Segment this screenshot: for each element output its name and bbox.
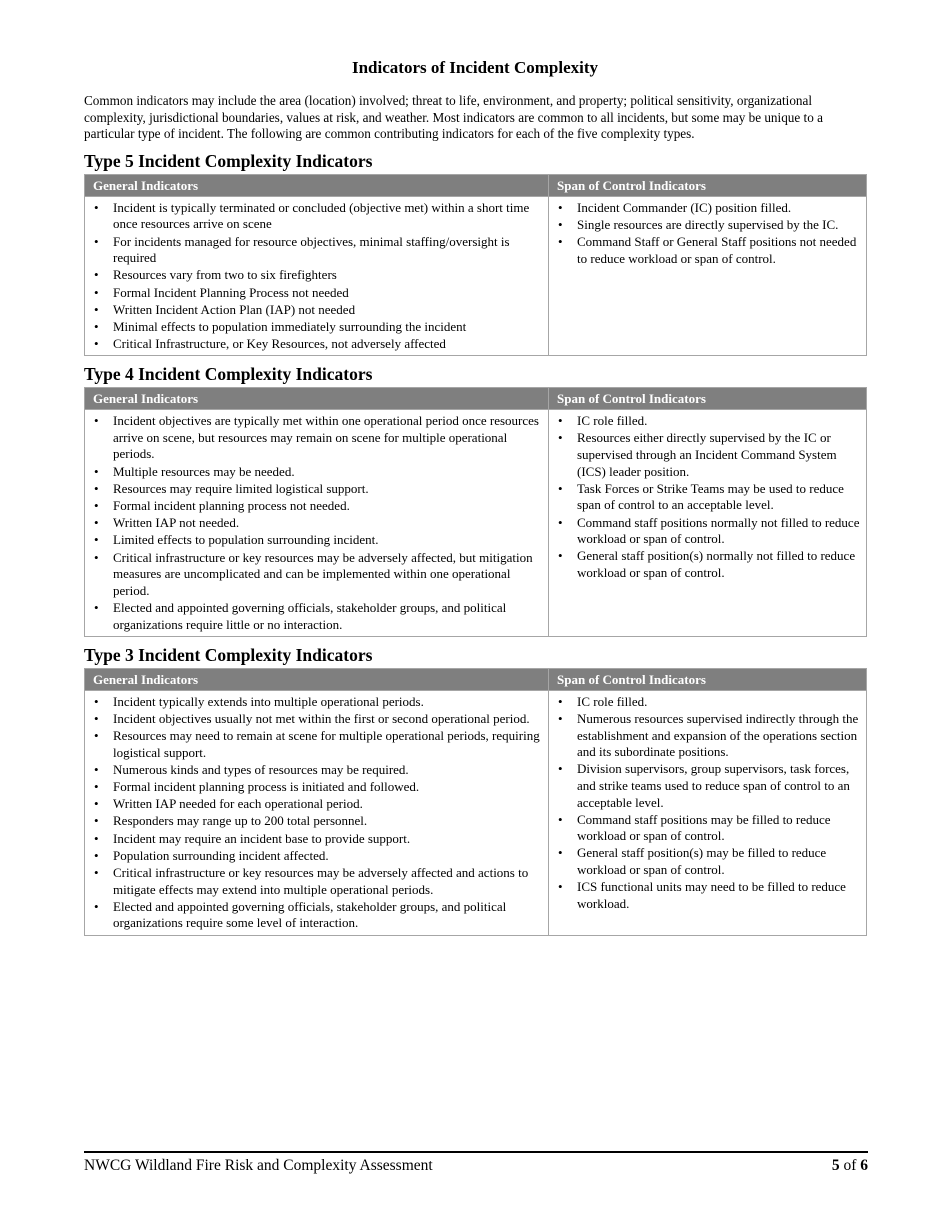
table-row <box>85 690 867 935</box>
list-item: • Resources may need to remain at scene for multiple operational periods, requiring logistical support. <box>113 728 542 761</box>
general-indicators-cell <box>85 410 549 636</box>
list-item: • Incident may require an incident base to provide support. <box>113 831 542 848</box>
indicators-table <box>84 387 867 636</box>
span-of-control-cell <box>549 410 867 636</box>
list-item: • Written IAP not needed. <box>113 515 542 532</box>
sections-container <box>84 151 866 936</box>
list-item: • Division supervisors, group supervisors, task forces, and strike teams used to reduce span of control to an acceptable level. <box>577 761 860 811</box>
list-item: • Command staff positions may be filled to reduce workload or span of control. <box>577 812 860 845</box>
general-indicators-header: General Indicators <box>85 174 549 196</box>
list-item: • Limited effects to population surrounding incident. <box>113 532 542 549</box>
list-item: • Resources may require limited logistical support. <box>113 481 542 498</box>
footer-page-current: 5 <box>831 1157 840 1174</box>
footer-page-number <box>832 1156 868 1176</box>
list-item: • Formal incident planning process is initiated and followed. <box>113 779 542 796</box>
general-indicators-cell <box>85 196 549 356</box>
list-item: • Resources vary from two to six firefighters <box>113 267 542 284</box>
page-title: Indicators of Incident Complexity <box>351 58 599 77</box>
document-page <box>84 0 866 936</box>
table-header-row <box>85 388 867 410</box>
bullet-list <box>553 694 860 913</box>
list-item: • IC role filled. <box>577 413 860 430</box>
span-of-control-cell <box>549 690 867 935</box>
list-item: • Command staff positions normally not filled to reduce workload or span of control. <box>577 515 860 548</box>
span-of-control-header: Span of Control Indicators <box>549 388 867 410</box>
bullet-list <box>89 694 542 932</box>
list-item: • IC role filled. <box>577 694 860 711</box>
table-row <box>85 410 867 636</box>
list-item: • ICS functional units may need to be filled to reduce workload. <box>577 879 860 912</box>
table-row <box>85 196 867 356</box>
general-indicators-header: General Indicators <box>85 668 549 690</box>
list-item: • Critical Infrastructure, or Key Resources, not adversely affected <box>113 336 542 353</box>
list-item: • Written IAP needed for each operational period. <box>113 796 542 813</box>
section-heading: Type 3 Incident Complexity Indicators <box>84 644 373 665</box>
general-indicators-header: General Indicators <box>85 388 549 410</box>
list-item: • Resources either directly supervised by the IC or supervised through an Incident Command System (ICS) leader position. <box>577 430 860 480</box>
list-item: • Incident objectives are typically met within one operational period once resources arrive on scene, but resources may remain on scene for multiple operational periods. <box>113 413 542 463</box>
list-item: • Population surrounding incident affected. <box>113 848 542 865</box>
bullet-list <box>553 413 860 581</box>
footer-document-name: NWCG Wildland Fire Risk and Complexity Assessment <box>84 1157 433 1174</box>
list-item: • General staff position(s) may be filled to reduce workload or span of control. <box>577 845 860 878</box>
bullet-list <box>89 200 542 353</box>
list-item: • General staff position(s) normally not filled to reduce workload or span of control. <box>577 548 860 581</box>
indicators-table <box>84 668 867 936</box>
list-item: • Incident typically extends into multiple operational periods. <box>113 694 542 711</box>
span-of-control-header: Span of Control Indicators <box>549 668 867 690</box>
list-item: • Written Incident Action Plan (IAP) not needed <box>113 302 542 319</box>
list-item: • Elected and appointed governing officials, stakeholder groups, and political organizations require little or no interaction. <box>113 600 542 633</box>
indicators-table <box>84 174 867 357</box>
footer-page-total: 6 <box>860 1157 868 1174</box>
list-item: • Command Staff or General Staff positions not needed to reduce workload or span of control. <box>577 234 860 267</box>
table-header-row <box>85 668 867 690</box>
section-heading: Type 5 Incident Complexity Indicators <box>84 150 373 171</box>
list-item: • Elected and appointed governing officials, stakeholder groups, and political organizations require some level of interaction. <box>113 899 542 932</box>
list-item: • Incident is typically terminated or concluded (objective met) within a short time once resources arrive on scene <box>113 200 542 233</box>
list-item: • Critical infrastructure or key resources may be adversely affected, but mitigation measures are uncomplicated and can be implemented within one operational period. <box>113 550 542 600</box>
span-of-control-header: Span of Control Indicators <box>549 174 867 196</box>
footer-page-of: of <box>843 1157 857 1174</box>
list-item: • Task Forces or Strike Teams may be used to reduce span of control to an acceptable level. <box>577 481 860 514</box>
section-heading: Type 4 Incident Complexity Indicators <box>84 364 373 385</box>
list-item: • Responders may range up to 200 total personnel. <box>113 813 542 830</box>
page-footer <box>84 1151 868 1176</box>
list-item: • Critical infrastructure or key resources may be adversely affected and actions to mitigate effects may extend into multiple operational periods. <box>113 865 542 898</box>
bullet-list <box>89 413 542 633</box>
list-item: • Numerous kinds and types of resources may be required. <box>113 762 542 779</box>
span-of-control-cell <box>549 196 867 356</box>
list-item: • Minimal effects to population immediately surrounding the incident <box>113 319 542 336</box>
intro-paragraph: Common indicators may include the area (location) involved; threat to life, environment, and property; political sensitivity, organizational complexity, jurisdictional boundaries, values at risk, and weather. Most indicators are common to all incidents, but some may be unique to a particular type of incident. The following are common contributing indicators for each of the five complexity types. <box>84 93 823 142</box>
list-item: • Formal Incident Planning Process not needed <box>113 285 542 302</box>
list-item: • Multiple resources may be needed. <box>113 464 542 481</box>
list-item: • Incident objectives usually not met within the first or second operational period. <box>113 711 542 728</box>
bullet-list <box>553 200 860 268</box>
general-indicators-cell <box>85 690 549 935</box>
list-item: • Single resources are directly supervised by the IC. <box>577 217 860 234</box>
list-item: • Numerous resources supervised indirectly through the establishment and expansion of the operations section and its subordinate positions. <box>577 711 860 761</box>
list-item: • Incident Commander (IC) position filled. <box>577 200 860 217</box>
table-header-row <box>85 174 867 196</box>
list-item: • For incidents managed for resource objectives, minimal staffing/oversight is required <box>113 234 542 267</box>
list-item: • Formal incident planning process not needed. <box>113 498 542 515</box>
